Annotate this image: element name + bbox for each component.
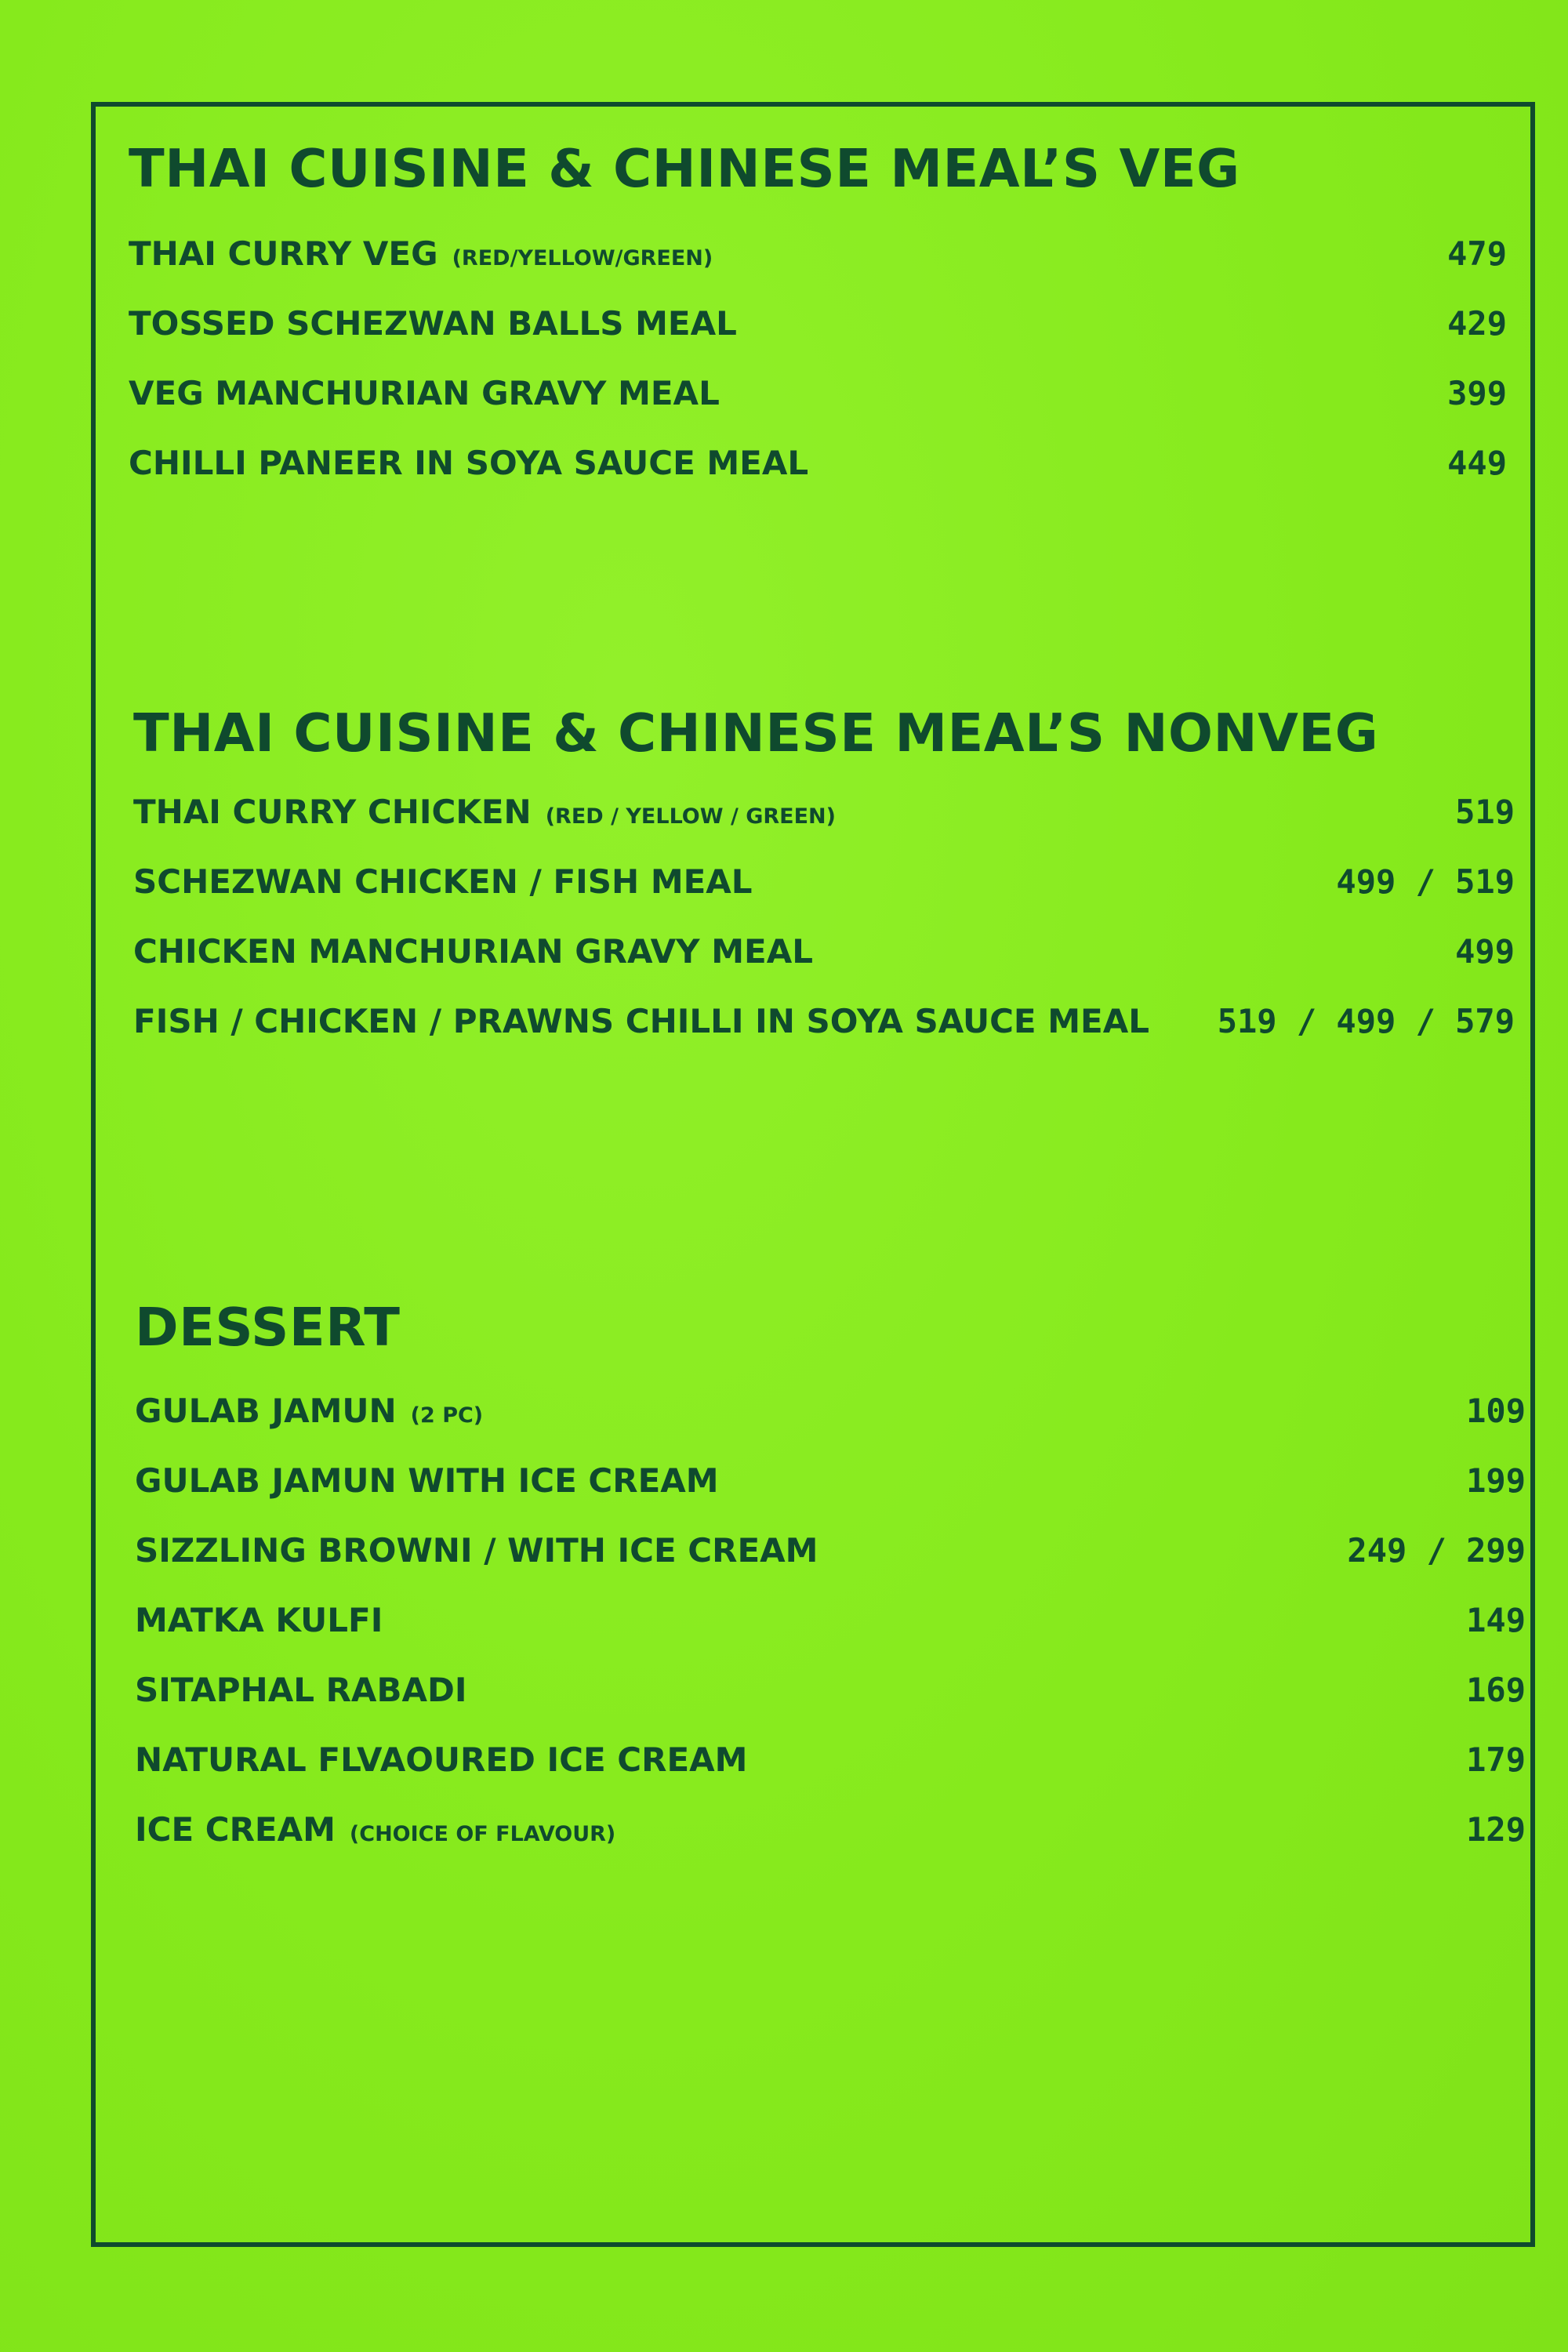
item-price: 249 / 299 [1347, 1531, 1526, 1570]
item-name-wrap [133, 862, 753, 901]
item-name: TOSSED SCHEZWAN BALLS MEAL [129, 304, 737, 343]
section-title: DESSERT [135, 1297, 401, 1358]
menu-item-list [129, 234, 1507, 514]
section-title: THAI CUISINE & CHINESE MEAL’S VEG [129, 138, 1240, 199]
item-price: 519 / 499 / 579 [1217, 1002, 1515, 1040]
menu-item-list [135, 1392, 1526, 1880]
item-price: 479 [1447, 234, 1507, 273]
item-name: SITAPHAL RABADI [135, 1671, 467, 1709]
item-name: GULAB JAMUN WITH ICE CREAM [135, 1461, 719, 1500]
section-title: THAI CUISINE & CHINESE MEAL’S NONVEG [133, 702, 1379, 764]
menu-item [133, 932, 1515, 1002]
menu-item [135, 1531, 1526, 1601]
item-name-wrap [135, 1531, 818, 1570]
item-note: (RED / YELLOW / GREEN) [545, 804, 836, 829]
item-price: 499 [1455, 932, 1515, 971]
item-name-wrap [129, 444, 808, 482]
item-price: 399 [1447, 374, 1507, 412]
menu-item [135, 1810, 1526, 1880]
item-name-wrap [133, 1002, 1149, 1040]
item-price: 429 [1447, 304, 1507, 343]
menu-item [135, 1461, 1526, 1531]
item-name: THAI CURRY VEG [129, 234, 438, 273]
item-name-wrap [135, 1392, 483, 1430]
item-name: ICE CREAM [135, 1810, 336, 1849]
item-note: (RED/YELLOW/GREEN) [452, 246, 713, 270]
item-name: FISH / CHICKEN / PRAWNS CHILLI IN SOYA SAUCE MEAL [133, 1002, 1149, 1040]
menu-item [129, 234, 1507, 304]
item-name-wrap [135, 1810, 615, 1849]
item-price: 499 / 519 [1336, 862, 1515, 901]
item-name: SIZZLING BROWNI / WITH ICE CREAM [135, 1531, 818, 1570]
menu-item [133, 1002, 1515, 1072]
menu-item-list [133, 793, 1515, 1072]
item-name-wrap [135, 1461, 719, 1500]
menu-item [129, 304, 1507, 374]
item-price: 519 [1455, 793, 1515, 831]
item-price: 449 [1447, 444, 1507, 482]
menu-item [135, 1601, 1526, 1671]
item-name-wrap [129, 304, 737, 343]
item-name: NATURAL FLVAOURED ICE CREAM [135, 1740, 748, 1779]
item-name: SCHEZWAN CHICKEN / FISH MEAL [133, 862, 753, 901]
item-name-wrap [135, 1740, 747, 1779]
menu-item [135, 1392, 1526, 1461]
menu-item [133, 862, 1515, 932]
item-price: 129 [1466, 1810, 1526, 1849]
item-price: 169 [1466, 1671, 1526, 1709]
menu-item [135, 1740, 1526, 1810]
item-price: 149 [1466, 1601, 1526, 1639]
item-name-wrap [129, 374, 720, 412]
item-name-wrap [129, 234, 713, 273]
section-dessert [135, 1297, 1526, 1880]
item-name-wrap [133, 793, 836, 831]
section-veg-meals [129, 138, 1507, 514]
item-note: (CHOICE OF FLAVOUR) [349, 1822, 616, 1846]
item-name: CHILLI PANEER IN SOYA SAUCE MEAL [129, 444, 809, 482]
item-name: CHICKEN MANCHURIAN GRAVY MEAL [133, 932, 813, 971]
menu-item [129, 444, 1507, 514]
item-name-wrap [135, 1671, 466, 1709]
item-note: (2 PC) [410, 1403, 484, 1428]
item-name: VEG MANCHURIAN GRAVY MEAL [129, 374, 720, 412]
item-price: 199 [1466, 1461, 1526, 1500]
menu-item [135, 1671, 1526, 1740]
menu-item [129, 374, 1507, 444]
item-name-wrap [135, 1601, 383, 1639]
item-name: GULAB JAMUN [135, 1392, 397, 1430]
item-name: THAI CURRY CHICKEN [133, 793, 532, 831]
menu-item [133, 793, 1515, 862]
item-name-wrap [133, 932, 813, 971]
section-nonveg-meals [133, 702, 1515, 1072]
item-name: MATKA KULFI [135, 1601, 383, 1639]
item-price: 109 [1466, 1392, 1526, 1430]
item-price: 179 [1466, 1740, 1526, 1779]
